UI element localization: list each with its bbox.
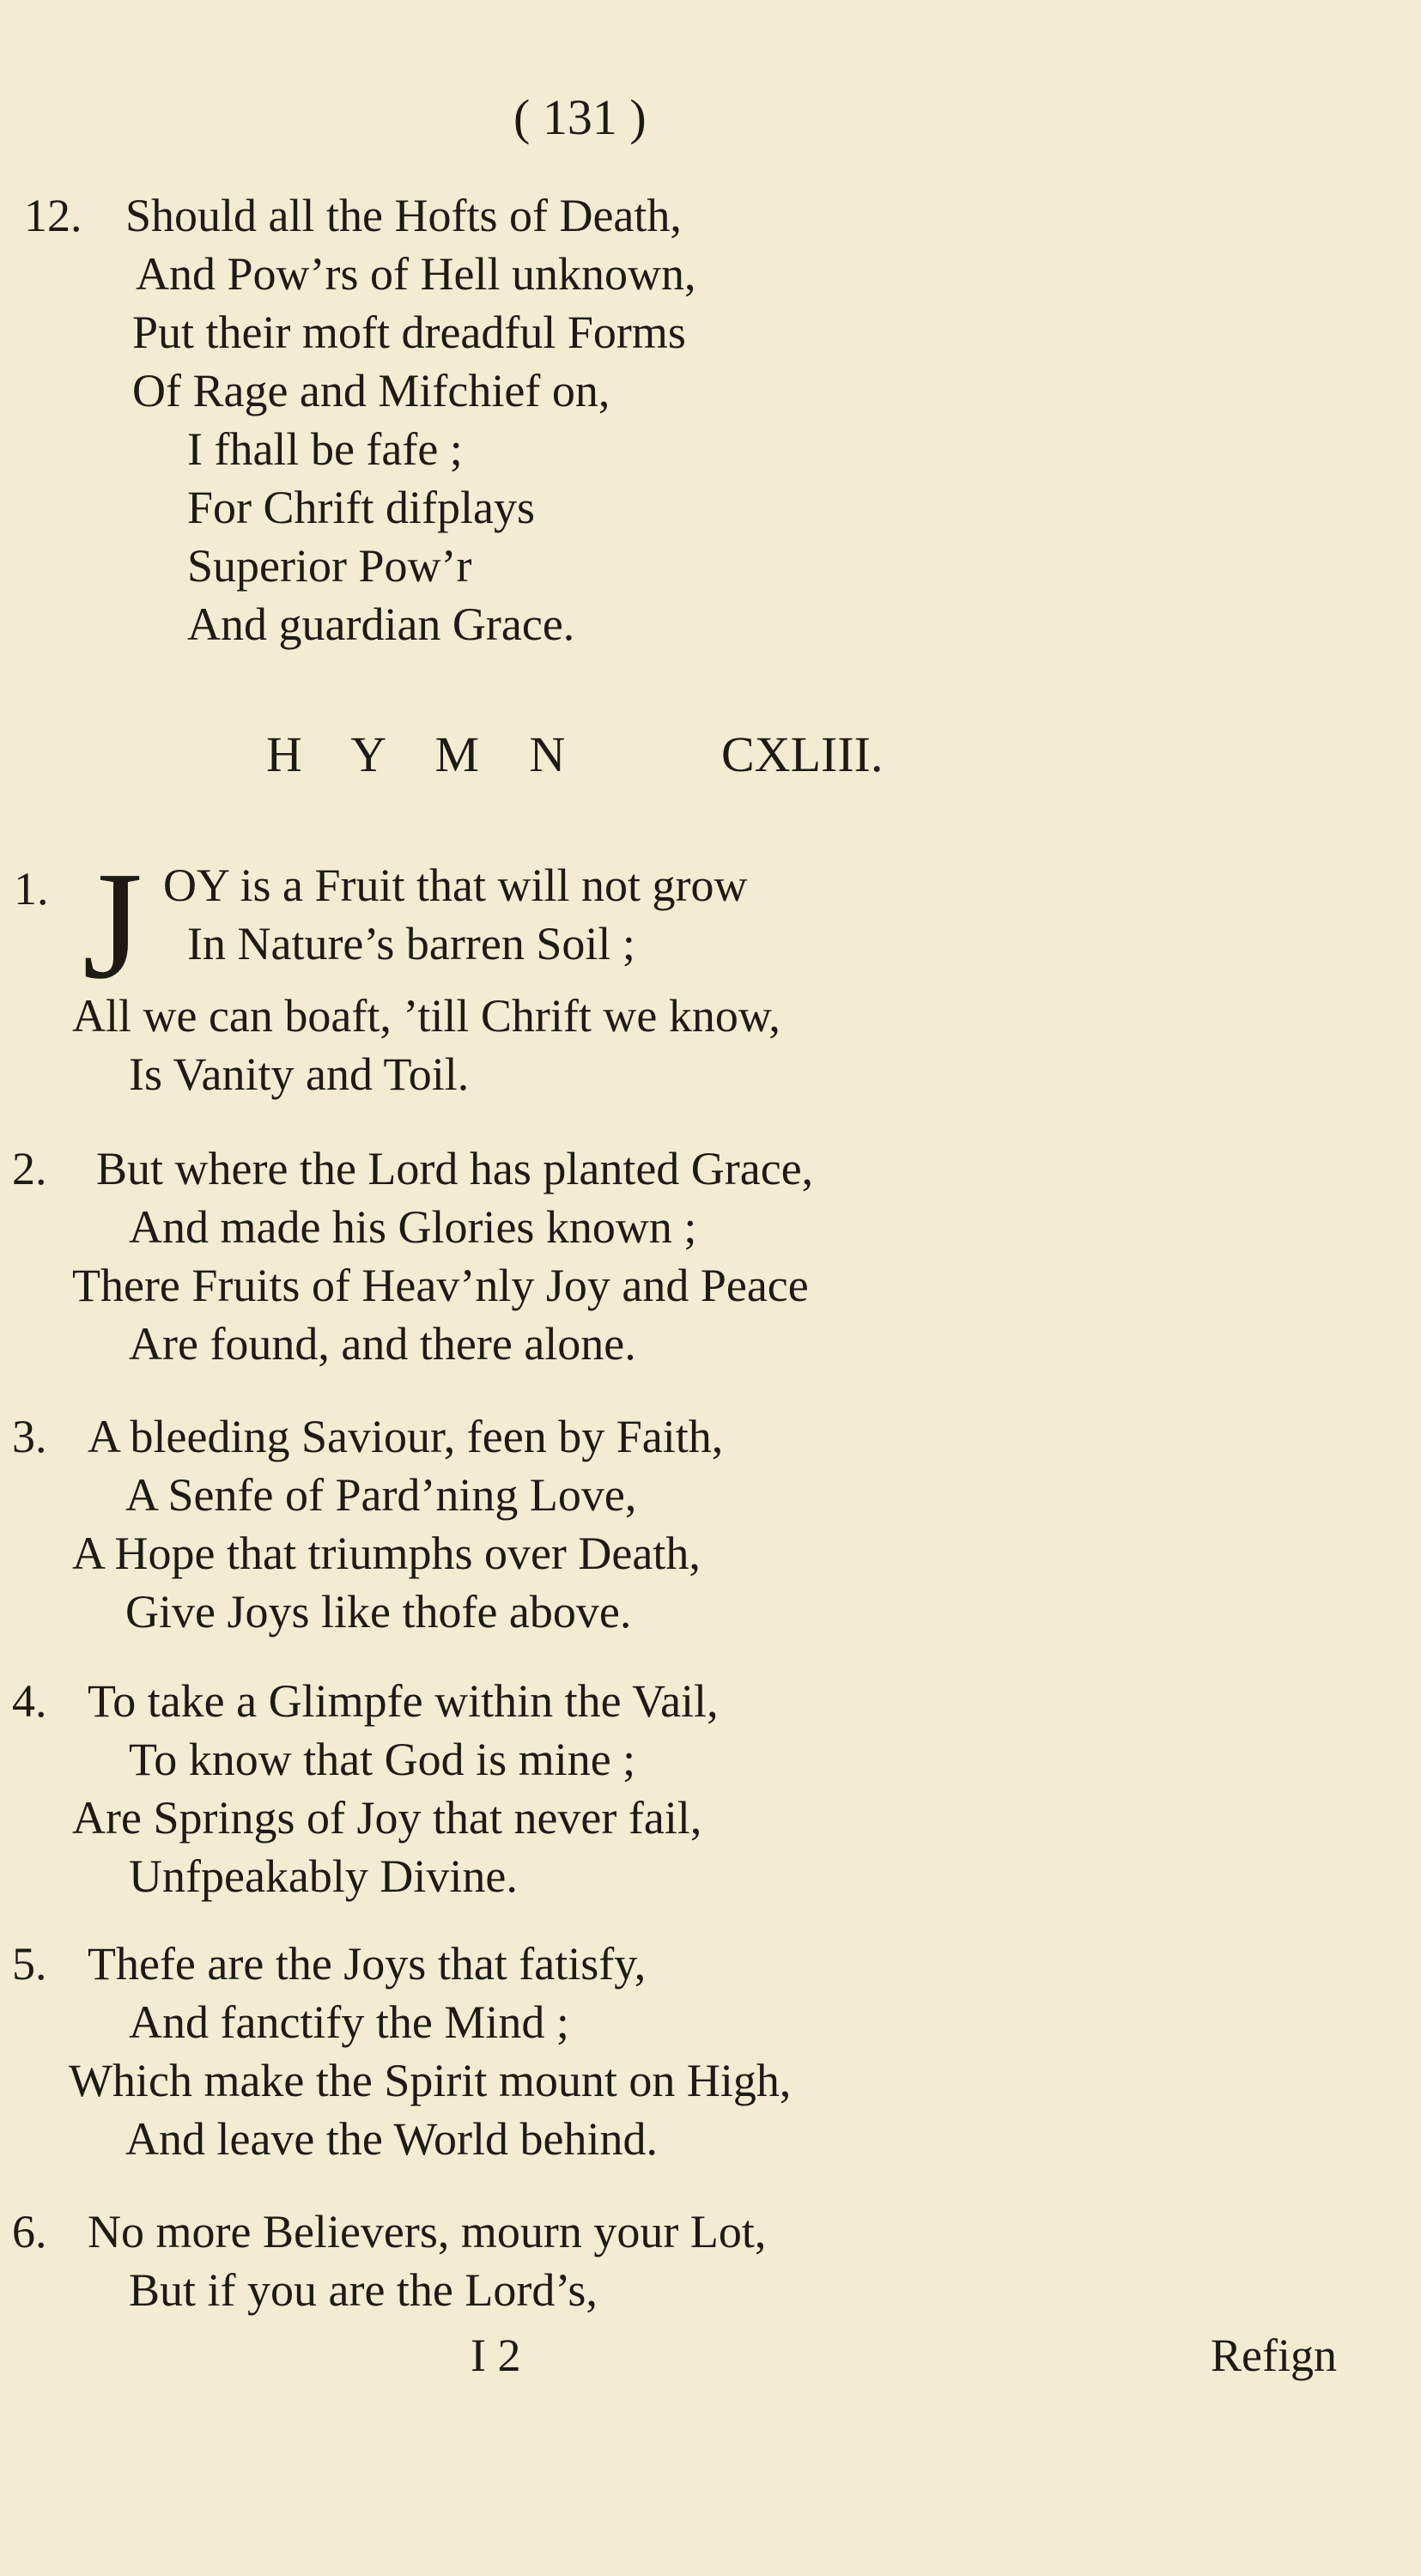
verse-line: A bleeding Saviour, feen by Faith, [88,1411,724,1462]
verse-line: Which make the Spirit mount on High, [69,2055,792,2106]
verse-line: For Chrift difplays [187,482,535,533]
verse-line: But where the Lord has planted Grace, [96,1143,814,1194]
verse-line: A Senfe of Pard’ning Love, [125,1469,637,1521]
verse-line: And leave the World behind. [125,2113,658,2165]
verse-line: Put their moft dreadful Forms [132,307,686,358]
hymn-numeral: CXLIII. [721,726,884,782]
stanza-number: 12. [24,190,82,241]
verse-line: I fhall be fafe ; [187,423,463,475]
verse-number: 4. [12,1675,47,1727]
verse-line: But if you are the Lord’s, [129,2264,598,2316]
verse-line: Unfpeakably Divine. [129,1850,518,1902]
verse-line: To know that God is mine ; [129,1734,636,1785]
verse-line: Should all the Hofts of Death, [125,190,682,241]
drop-cap: J [82,840,143,1011]
verse-line: Are Springs of Joy that never fail, [72,1792,702,1844]
verse-line: And Pow’rs of Hell unknown, [136,248,696,300]
verse-number: 5. [12,1938,47,1990]
verse-number: 3. [12,1411,47,1462]
verse-line: Thefe are the Joys that fatisfy, [88,1938,647,1990]
catchword: Refign [1211,2330,1337,2381]
verse-number: 1. [14,863,49,914]
verse-line: In Nature’s barren Soil ; [187,918,635,969]
verse-line: And fanctify the Mind ; [129,1996,569,2048]
verse-line: And guardian Grace. [187,598,575,650]
verse-number: 6. [12,2206,47,2257]
verse-line: Give Joys like thofe above. [125,1586,632,1637]
verse-line: All we can boaft, ’till Chrift we know, [72,990,780,1042]
verse-line: Superior Pow’r [187,540,472,592]
verse-number: 2. [12,1143,47,1194]
page-number: ( 131 ) [513,89,647,145]
hymn-title: H Y M N [266,726,585,782]
verse-line: Of Rage and Mifchief on, [132,365,610,416]
verse-line: Are found, and there alone. [129,1318,636,1370]
verse-line: Is Vanity and Toil. [129,1048,470,1100]
verse-line: There Fruits of Heav’nly Joy and Peace [72,1260,809,1311]
signature-mark: I 2 [471,2330,521,2381]
verse-line: OY is a Fruit that will not grow [163,860,748,911]
verse-line: A Hope that triumphs over Death, [72,1528,701,1579]
verse-line: To take a Glimpfe within the Vail, [88,1675,719,1727]
verse-line: And made his Glories known ; [129,1201,697,1253]
verse-line: No more Believers, mourn your Lot, [88,2206,767,2257]
